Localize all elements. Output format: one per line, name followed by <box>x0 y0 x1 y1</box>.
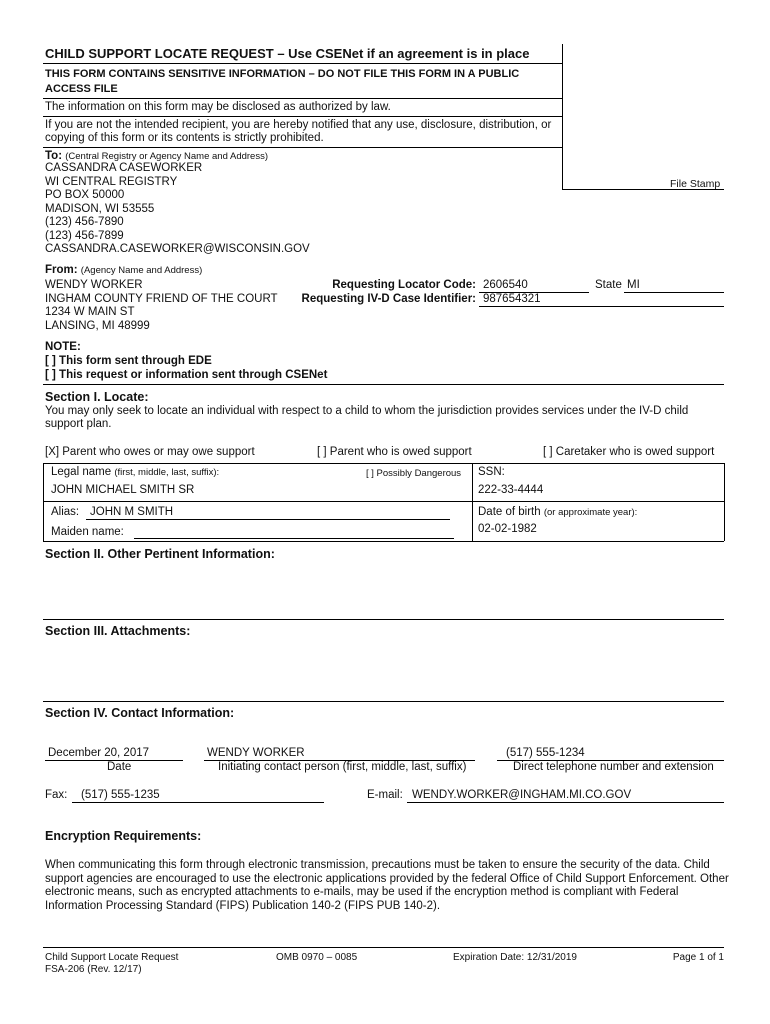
note-label: NOTE: <box>45 341 81 353</box>
from-heading <box>45 264 202 276</box>
locator-code-label: Requesting Locator Code: <box>332 279 476 291</box>
file-stamp-label: File Stamp <box>670 178 721 190</box>
divider <box>43 147 563 148</box>
fax-line <box>72 802 324 803</box>
encryption-text <box>45 859 729 913</box>
maiden-name-line[interactable] <box>134 538 454 539</box>
alias-value[interactable]: JOHN M SMITH <box>90 506 174 518</box>
section2-title: Section II. Other Pertinent Information: <box>45 547 275 561</box>
email-value[interactable]: WENDY.WORKER@INGHAM.MI.CO.GOV <box>412 789 632 801</box>
date-value[interactable]: December 20, 2017 <box>48 747 150 759</box>
sensitive-warning: THIS FORM CONTAINS SENSITIVE INFORMATION – DO NOT FILE THIS FORM IN A PUBLIC <box>45 68 520 80</box>
ssn-label: SSN: <box>478 466 505 478</box>
to-label: To: <box>45 150 63 162</box>
section4-title: Section IV. Contact Information: <box>45 706 235 720</box>
note-ede[interactable]: [ ] This form sent through EDE <box>45 355 212 367</box>
ssn-value[interactable]: 222-33-4444 <box>478 484 544 496</box>
legal-name-label: Legal name <box>51 466 112 478</box>
table-border-top <box>43 463 724 464</box>
footer-page: Page 1 of 1 <box>672 952 724 963</box>
legal-name-heading <box>51 466 219 478</box>
section3-title: Section III. Attachments: <box>45 624 191 638</box>
encryption-line: When communicating this form through electronic transmission, precautions must be taken to ensure the security of the data. Child <box>45 859 710 871</box>
contact-person-value[interactable]: WENDY WORKER <box>207 747 305 759</box>
footer-form-name: Child Support Locate Request <box>45 952 179 963</box>
from-line: LANSING, MI 48999 <box>45 319 150 332</box>
to-line: CASSANDRA.CASEWORKER@WISCONSIN.GOV <box>45 243 310 255</box>
divider <box>43 98 563 99</box>
from-address <box>45 279 278 333</box>
possibly-dangerous-checkbox[interactable]: [ ] Possibly Dangerous <box>366 468 462 479</box>
date-label: Date <box>107 761 132 773</box>
footer-omb: OMB 0970 – 0085 <box>276 952 358 963</box>
footer-expiration: Expiration Date: 12/31/2019 <box>453 952 577 963</box>
to-line: (123) 456-7890 <box>45 216 124 228</box>
option-parent-owed[interactable]: [ ] Parent who is owed support <box>317 446 472 458</box>
encryption-line: support agencies are encouraged to use the electronic applications provided by the federal Office of Child Support Enforcement. Other <box>45 872 729 885</box>
header-right-border <box>562 44 563 190</box>
alias-label: Alias: <box>51 506 80 518</box>
section-divider <box>43 619 724 620</box>
case-id-value: 987654321 <box>483 293 541 305</box>
table-border-right <box>724 463 725 541</box>
dob-label: Date of birth <box>478 506 541 518</box>
disclosure-text: The information on this form may be disclosed as authorized by law. <box>45 101 391 113</box>
notice-text: If you are not the intended recipient, you are hereby notified that any use, disclosure, distribution, or <box>45 119 552 131</box>
to-line: (123) 456-7899 <box>45 229 124 242</box>
section1-desc-cont: support plan. <box>45 418 112 430</box>
note-csenet[interactable]: [ ] This request or information sent through CSENet <box>45 369 328 381</box>
footer-divider <box>43 947 724 948</box>
to-line: MADISON, WI 53555 <box>45 202 155 215</box>
to-line: WI CENTRAL REGISTRY <box>45 175 178 188</box>
from-line: INGHAM COUNTY FRIEND OF THE COURT <box>45 292 278 305</box>
notice-text-cont: copying of this form or its contents is strictly prohibited. <box>45 132 324 144</box>
from-line: WENDY WORKER <box>45 279 143 291</box>
phone-value[interactable]: (517) 555-1234 <box>506 747 585 759</box>
encryption-line: Information Processing Standard (FIPS) Publication 140-2 (FIPS PUB 140-2). <box>45 899 441 912</box>
dob-heading <box>478 506 637 518</box>
locator-code-value: 2606540 <box>483 279 528 291</box>
state-label: State <box>595 279 622 291</box>
section-divider <box>43 384 724 385</box>
fax-label: Fax: <box>45 789 68 801</box>
footer-form-number: FSA-206 (Rev. 12/17) <box>45 964 142 975</box>
to-address <box>45 162 310 257</box>
table-border-row <box>43 501 724 502</box>
table-border-middle <box>472 463 473 541</box>
dob-value[interactable]: 02-02-1982 <box>478 523 537 535</box>
phone-label: Direct telephone number and extension <box>513 761 714 773</box>
from-hint: (Agency Name and Address) <box>80 265 203 276</box>
dob-hint: (or approximate year): <box>543 507 638 518</box>
option-caretaker[interactable]: [ ] Caretaker who is owed support <box>543 446 715 458</box>
state-line <box>624 292 724 293</box>
legal-name-value[interactable]: JOHN MICHAEL SMITH SR <box>51 484 195 496</box>
legal-name-hint: (first, middle, last, suffix): <box>114 467 220 478</box>
from-line: 1234 W MAIN ST <box>45 306 135 318</box>
form-title: CHILD SUPPORT LOCATE REQUEST – Use CSENet if an agreement is in place <box>45 46 530 61</box>
table-border-left <box>43 463 44 541</box>
section1-desc: You may only seek to locate an individual with respect to a child to whom the jurisdiction provides services under the IV-D child <box>45 405 689 417</box>
table-border-bottom <box>43 541 724 542</box>
option-parent-owes[interactable]: [X] Parent who owes or may owe support <box>45 446 255 458</box>
section-divider <box>43 701 724 702</box>
state-value: MI <box>627 279 640 291</box>
contact-person-label: Initiating contact person (first, middle, last, suffix) <box>218 761 467 773</box>
section1-title: Section I. Locate: <box>45 390 149 404</box>
to-heading <box>45 150 268 162</box>
to-line: CASSANDRA CASEWORKER <box>45 162 203 174</box>
maiden-name-label: Maiden name: <box>51 526 124 538</box>
divider <box>43 63 563 64</box>
email-line <box>407 802 724 803</box>
email-label: E-mail: <box>367 789 403 801</box>
from-label: From: <box>45 264 78 276</box>
sensitive-warning-cont: ACCESS FILE <box>45 83 118 95</box>
alias-line <box>86 519 450 520</box>
encryption-title: Encryption Requirements: <box>45 829 202 843</box>
to-line: PO BOX 50000 <box>45 189 125 201</box>
to-hint: (Central Registry or Agency Name and Address) <box>65 151 268 162</box>
case-id-line <box>479 306 724 307</box>
divider <box>43 116 563 117</box>
case-id-label: Requesting IV-D Case Identifier: <box>301 293 476 305</box>
fax-value[interactable]: (517) 555-1235 <box>81 789 160 801</box>
encryption-line: electronic means, such as encrypted attachments to e-mails, may be used if the encryption method is compliant with Federal <box>45 886 679 898</box>
